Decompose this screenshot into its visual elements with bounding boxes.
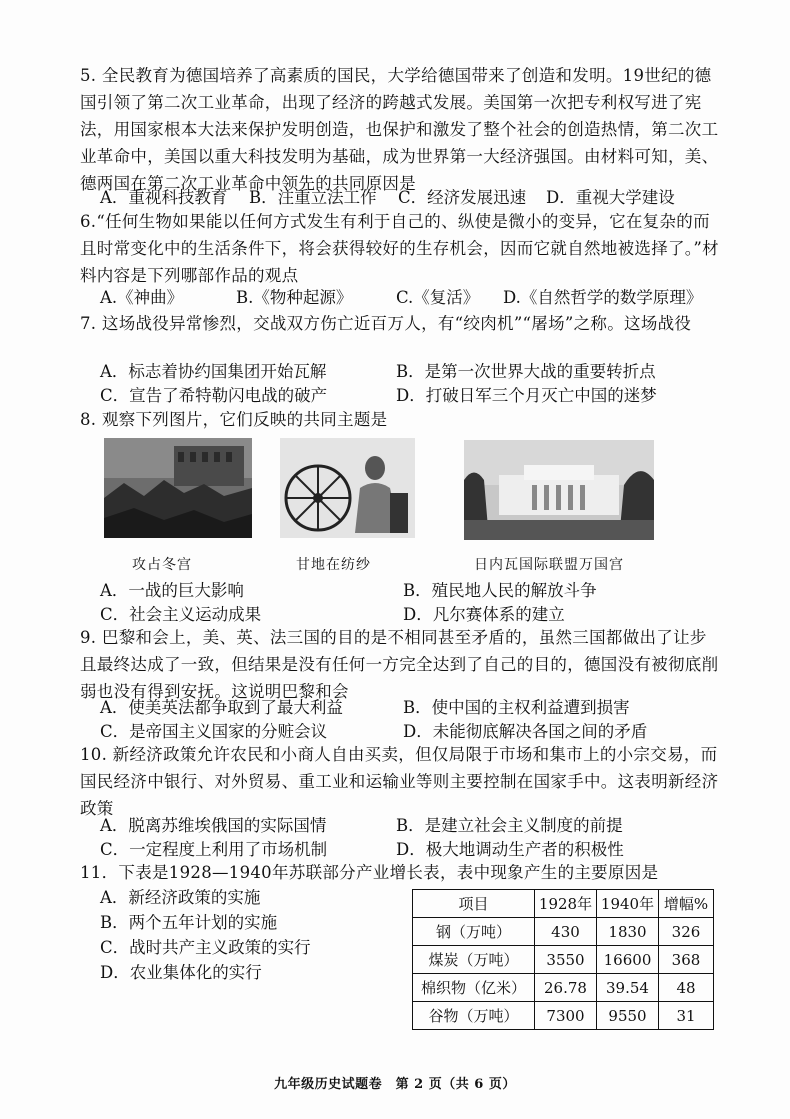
table-cell: 1830 xyxy=(597,918,659,946)
q9-option-d: D．未能彻底解决各国之间的矛盾 xyxy=(403,722,648,741)
table-cell: 39.54 xyxy=(597,974,659,1002)
q6-option-b: B.《物种起源》 xyxy=(236,288,353,307)
gandhi-spinning-photo xyxy=(280,438,415,538)
table-row xyxy=(413,974,714,1002)
q8-option-b: B．殖民地人民的解放斗争 xyxy=(403,581,597,600)
table-header-row xyxy=(413,890,714,918)
q5-option-d: D．重视大学建设 xyxy=(546,188,675,207)
q10-option-b: B．是建立社会主义制度的前提 xyxy=(396,816,623,835)
table-cell: 谷物（万吨） xyxy=(413,1002,535,1030)
q7-option-c: C．宣告了希特勒闪电战的破产 xyxy=(100,386,328,405)
q6-option-c: C.《复活》 xyxy=(396,288,480,307)
table-cell: 48 xyxy=(659,974,714,1002)
q10-option-a: A．脱离苏维埃俄国的实际国情 xyxy=(100,816,327,835)
q11-option-d: D．农业集体化的实行 xyxy=(100,963,262,982)
table-cell: 3550 xyxy=(535,946,597,974)
q8-option-a: A．一战的巨大影响 xyxy=(100,581,244,600)
caption-gandhi: 甘地在纺纱 xyxy=(296,557,371,573)
q11-option-a: A．新经济政策的实施 xyxy=(100,888,261,907)
q10-option-d: D．极大地调动生产者的积极性 xyxy=(396,840,624,859)
q7-option-d: D．打破日军三个月灭亡中国的迷梦 xyxy=(396,386,657,405)
industry-growth-table xyxy=(412,889,714,1030)
q9-option-a: A．使美英法都争取到了最大利益 xyxy=(100,698,343,717)
q10-option-c: C．一定程度上利用了市场机制 xyxy=(100,840,328,859)
question-10-text: 10. 新经济政策允许农民和小商人自由买卖，但仅局限于市场和集市上的小宗交易，而国民经济中银行、对外贸易、重工业和运输业等则主要控制在国家手中。这表明新经济政策 xyxy=(80,745,719,818)
q9-option-b: B．使中国的主权利益遭到损害 xyxy=(403,698,630,717)
table-cell: 26.78 xyxy=(535,974,597,1002)
table-header-cell: 1940年 xyxy=(597,890,659,918)
q8-option-c: C．社会主义运动成果 xyxy=(100,605,262,624)
caption-winter-palace: 攻占冬宫 xyxy=(132,557,192,573)
q7-option-a: A．标志着协约国集团开始瓦解 xyxy=(100,362,327,381)
q11-option-c: C．战时共产主义政策的实行 xyxy=(100,938,311,957)
table-cell: 9550 xyxy=(597,1002,659,1030)
table-cell: 430 xyxy=(535,918,597,946)
table-row xyxy=(413,946,714,974)
caption-league-palace: 日内瓦国际联盟万国宫 xyxy=(474,557,624,573)
question-5-text: 5. 全民教育为德国培养了高素质的国民，大学给德国带来了创造和发明。19世纪的德国引领了第二次工业革命，出现了经济的跨越式发展。美国第一次把专利权写进了宪法，用国家根本大法来保护发明创造，也保护和激发了整个社会的创造热情，第二次工业革命中，美国以重大科技发明为基础，成为世界第一大经济强国。由材料可知，美、德两国在第二次工业革命中领先的共同原因是 xyxy=(80,66,719,193)
question-11-text: 11．下表是1928—1940年苏联部分产业增长表，表中现象产生的主要原因是 xyxy=(80,863,659,882)
table-header-cell: 增幅% xyxy=(659,890,714,918)
table-row xyxy=(413,918,714,946)
q11-option-b: B．两个五年计划的实施 xyxy=(100,913,278,932)
q5-option-a: A．重视科技教育 xyxy=(100,188,228,207)
table-cell: 368 xyxy=(659,946,714,974)
q5-option-c: C．经济发展迅速 xyxy=(398,188,527,207)
table-row xyxy=(413,1002,714,1030)
page-footer: 九年级历史试题卷 第 2 页（共 6 页） xyxy=(274,1077,516,1092)
league-of-nations-palace-photo xyxy=(464,440,654,540)
table-cell: 7300 xyxy=(535,1002,597,1030)
question-7-text: 7. 这场战役异常惨烈，交战双方伤亡近百万人，有“绞肉机”“屠场”之称。这场战役 xyxy=(80,314,692,333)
table-header-cell: 1928年 xyxy=(535,890,597,918)
table-cell: 16600 xyxy=(597,946,659,974)
q9-option-c: C．是帝国主义国家的分赃会议 xyxy=(100,722,328,741)
winter-palace-photo xyxy=(104,438,252,538)
table-cell: 煤炭（万吨） xyxy=(413,946,535,974)
table-cell: 棉织物（亿米） xyxy=(413,974,535,1002)
table-cell: 31 xyxy=(659,1002,714,1030)
q6-option-d: D.《自然哲学的数学原理》 xyxy=(503,288,703,307)
table-header-cell: 项目 xyxy=(413,890,535,918)
q8-option-d: D．凡尔赛体系的建立 xyxy=(403,605,565,624)
table-cell: 钢（万吨） xyxy=(413,918,535,946)
question-6-text: 6.“任何生物如果能以任何方式发生有利于自己的、纵使是微小的变异，它在复杂的而且时常变化中的生活条件下，将会获得较好的生存机会，因而它就自然地被选择了。”材料内容是下列哪部作品的观点 xyxy=(80,212,719,285)
table-cell: 326 xyxy=(659,918,714,946)
q7-option-b: B．是第一次世界大战的重要转折点 xyxy=(396,362,656,381)
question-9-text: 9. 巴黎和会上，美、英、法三国的目的是不相同甚至矛盾的，虽然三国都做出了让步且最终达成了一致，但结果是没有任何一方完全达到了自己的目的，德国没有被彻底削弱也没有得到安抚。这说明巴黎和会 xyxy=(80,628,719,701)
question-8-text: 8. 观察下列图片，它们反映的共同主题是 xyxy=(80,410,388,429)
q5-option-b: B．注重立法工作 xyxy=(249,188,377,207)
q6-option-a: A.《神曲》 xyxy=(100,288,184,307)
